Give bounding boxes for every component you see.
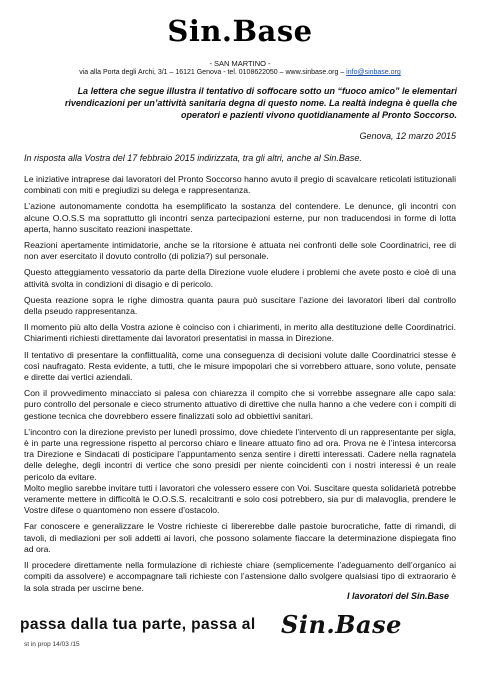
paragraph-12: Il procedere direttamente nella formulazione di richieste chiare (semplicemente l’adeguamento dell’organico ai compiti da assolvere) e accompagnare tali richieste con l’astensione dallo svolgere qualsiasi tipo di extraorario è la sola strada per uscirne bene.	[24, 560, 456, 593]
paragraph-9: L’incontro con la direzione previsto per lunedì prossimo, dove chiedete l’intervento di un rappresentante per sigla, è in parte una regressione rispetto al percorso chiaro e lineare attuato fino ad ora. Prova ne è l’intesa intercorsa tra Direzione e Sindacati di posticipare l’appuntamento senza sentire i diretti interessati. Cadere nella ragnatela delle deleghe, degli incontri di vertice che sono presidi per niente coincidenti con i nostri interessi è un reale pericolo da evitare.	[24, 426, 456, 482]
footer-banner	[20, 610, 460, 640]
letter-date: Genova, 12 marzo 2015	[359, 131, 456, 141]
paragraph-2: L’azione autonomamente condotta ha esemplificato la sostanza del contendere. Le denunce, gli incontri con alcune O.O.S.S ma soprattutto gli incontri senza partecipazioni esterne, pur non traducendosi in forme di lotta aperta, hanno suscitato reazioni inaspettate.	[24, 201, 456, 234]
header-subtitle: - SAN MARTINO -	[209, 59, 271, 68]
paragraph-1: Le iniziative intraprese dai lavoratori del Pronto Soccorso hanno avuto il pregio di scavalcare reticolati istituzionali combinati con miti e pregiudizi su delega e rappresentanza.	[24, 174, 456, 196]
intro-statement: La lettera che segue illustra il tentativo di soffocare sotto un “fuoco amico” le elementari rivendicazioni per un’attività sanitaria degna di questo nome. La realtà indegna è quella che operatori e pazienti vivono quotidianamente al Pronto Soccorso.	[64, 86, 457, 120]
paragraph-11: Far conoscere e generalizzare le Vostre richieste ci libererebbe dalle pastoie burocratiche, fatte di rimandi, di tavoli, di mediazioni per soli addetti ai lavori, che possono solamente fiaccare la determinazione dispiegata fino ad ora.	[24, 521, 456, 554]
reply-reference: In risposta alla Vostra del 17 febbraio 2015 indirizzata, tra gli altri, anche al Sin.Base.	[24, 153, 362, 163]
paragraph-8: Con il provvedimento minacciato si palesa con chiarezza il compito che si vorrebbe assegnare alle capo sala: puro controllo del personale e cieco strumento attuativo di direttive che nulla hanno a che vedere con i compiti di gestione tecnica che dovrebbero essere finalizzati solo ad obbiettivi sanitari.	[24, 388, 456, 421]
paragraph-6: Il momento più alto della Vostra azione è coinciso con i chiarimenti, in merito alla destituzione delle Coordinatrici. Chiarimenti richiesti direttamente dai lavoratori presentatisi in massa in Direzione.	[24, 322, 456, 344]
footer-slogan: passa dalla tua parte, passa al	[20, 616, 256, 633]
paragraph-7: Il tentativo di presentare la conflittualità, come una conseguenza di decisioni volute dalle Coordinatrici stesse è così naufragato. Resta evidente, a tutti, che le misure impopolari che si vorrebbero attuare, sono volute, pensate e dirette dai vertici aziendali.	[24, 349, 456, 383]
header-email-link[interactable]: info@sinbase.org	[346, 69, 401, 76]
letter-body	[24, 174, 456, 599]
header-address: via alla Porta degli Archi, 3/1 – 16121 Genova - tel. 0108622050 – www.sinbase.org –	[79, 69, 347, 76]
paragraph-10: Molto meglio sarebbe invitare tutti i lavoratori che volessero essere con Voi. Suscitare questa solidarietà potrebbe veramente mettere in difficoltà le O.O.S.S. recalcitranti e solo cosi potrebbero, sia pur di malavoglia, prendere le Vostre difese o quantomeno non essere d’ostacolo.	[24, 482, 456, 516]
sinbase-logo: Sin.Base	[167, 14, 313, 48]
protocol-note: st in prop 14/03 /15	[24, 641, 80, 648]
signature: I lavoratori del Sin.Base	[346, 591, 449, 601]
paragraph-3: Reazioni apertamente intimidatorie, anche se la ritorsione è attuata nei confronti delle sole Coordinatrici, ree di non aver esercitato il dovuto controllo (di polizia?) sul personale.	[24, 240, 456, 262]
paragraph-4: Questo atteggiamento vessatorio da parte della Direzione vuole eludere i problemi che avete posto e cioè di una attività svolta in condizioni di disagio e di pericolo.	[24, 267, 456, 289]
header-address-line	[0, 69, 480, 76]
footer-logo: Sin.Base	[281, 610, 402, 639]
paragraph-5: Questa reazione sopra le righe dimostra quanta paura può suscitare l’azione dei lavoratori liberi dal controllo della pseudo rappresentanza.	[24, 294, 456, 317]
